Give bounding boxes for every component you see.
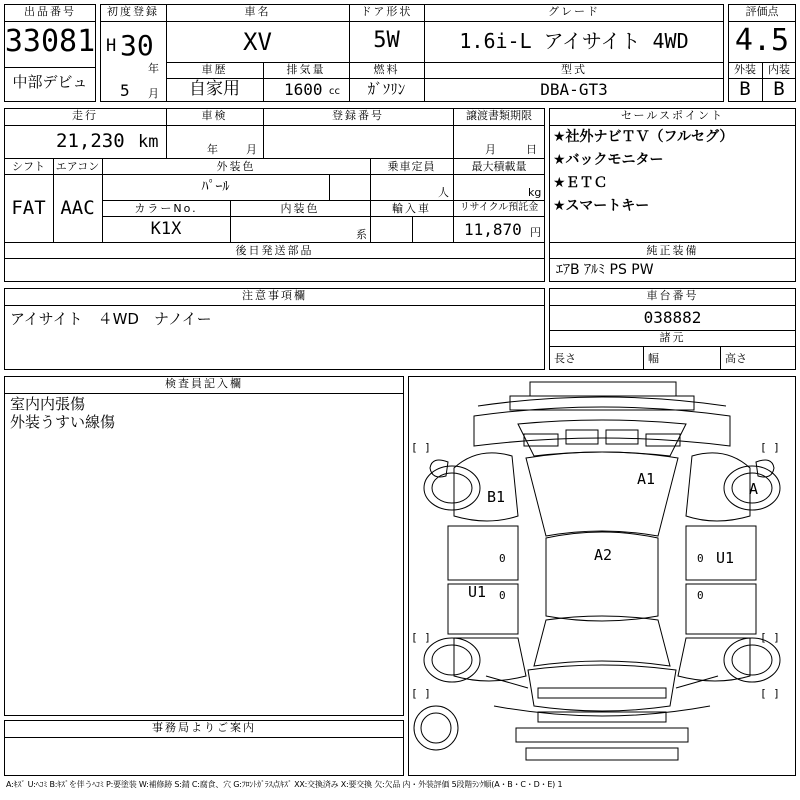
- chassis-number: 038882: [643, 308, 702, 327]
- capacity-unit: 人: [438, 186, 449, 199]
- displacement-unit: cc: [329, 86, 340, 97]
- recycle-label: リサイクル預託金: [459, 202, 539, 213]
- sales-point-item: ★バックモニター: [553, 152, 664, 168]
- reg-era: H: [106, 36, 117, 56]
- mileage-label: 走行: [72, 109, 98, 122]
- plate-label: 登録番号: [332, 109, 384, 122]
- recycle-value: 11,870: [464, 220, 522, 239]
- inspection-label: 車検: [201, 109, 228, 122]
- mileage-value: 21,230: [56, 130, 125, 152]
- fuel-label: 燃料: [373, 63, 400, 76]
- model-value: DBA-GT3: [540, 80, 608, 99]
- shift-label: シフト: [12, 160, 45, 173]
- recycle-unit: 円: [530, 226, 541, 239]
- damage-mark: A1: [637, 470, 656, 488]
- lot-number: 33081: [4, 24, 96, 59]
- damage-legend: A:ｷｽﾞ U:ﾍｺﾐ B:ｷｽﾞを伴うﾍｺﾐ P:要塗装 W:補修跡 S:錆 C:腐食、穴 G:ﾌﾛﾝﾄｶﾞﾗｽ点ｷｽﾞ XX:交換済み X:要交換 欠:欠品 内・外装評価 5段階ﾗﾝｸ順(A・B・C・D・E) 1: [6, 780, 563, 789]
- exterior-color-value: ﾊﾟｰﾙ: [201, 179, 230, 195]
- damage-mark: A2: [594, 546, 613, 564]
- damage-mark: A: [749, 480, 759, 498]
- load-unit: kg: [528, 186, 542, 199]
- inspection-year-unit: 年: [207, 143, 218, 156]
- reg-year: 30: [120, 29, 154, 62]
- int-score-value: B: [773, 78, 785, 100]
- diagram-bracket: [ ]: [411, 687, 431, 700]
- dims-label: 諸元: [659, 331, 686, 344]
- lot-label: 出品番号: [24, 5, 76, 18]
- later-parts-label: 後日発送部品: [235, 244, 314, 257]
- fuel-value: ｶﾞｿﾘﾝ: [367, 80, 406, 98]
- int-score-label: 内装: [768, 63, 790, 76]
- interior-color-label: 内装色: [280, 202, 320, 215]
- diagram-bracket: [ ]: [760, 631, 780, 644]
- door-type: 5W: [373, 28, 400, 53]
- damage-mark: U1: [716, 549, 735, 567]
- interior-color-unit: 系: [356, 228, 367, 241]
- chassis-label: 車台番号: [646, 289, 699, 302]
- history-label: 車歴: [201, 63, 228, 76]
- grade-value: 1.6i-L アイサイト 4WD: [459, 29, 689, 53]
- car-name: XV: [243, 28, 272, 56]
- name-label: 車名: [244, 5, 271, 18]
- sales-point-item: ★スマートキー: [553, 198, 650, 214]
- grade-label: グレード: [548, 5, 600, 18]
- score-value: 4.5: [734, 23, 790, 58]
- history-value: 自家用: [189, 79, 240, 99]
- equipment-label: 純正装備: [646, 244, 699, 257]
- diagram-bracket: [ ]: [411, 441, 431, 454]
- venue-name: 中部デビュ: [12, 73, 88, 91]
- import-label: 輸入車: [392, 202, 431, 215]
- dims-height: 高さ: [725, 352, 747, 365]
- score-label: 評価点: [745, 5, 779, 18]
- inspector-note: 外装うすい線傷: [10, 413, 116, 431]
- diagram-bracket: [ ]: [760, 441, 780, 454]
- dims-width: 幅: [648, 352, 659, 365]
- part-zero: 0: [697, 552, 704, 565]
- displacement-value: 1600: [284, 80, 323, 99]
- transfer-label: 譲渡書類期限: [466, 109, 532, 122]
- sales-point-item: ★社外ナビＴＶ（フルセグ）: [553, 129, 734, 145]
- reg-label: 初度登録: [107, 5, 159, 18]
- load-label: 最大積載量: [471, 160, 527, 173]
- aircon-value: AAC: [60, 197, 95, 219]
- door-label: ドア形状: [360, 5, 413, 18]
- mileage-unit: km: [138, 132, 159, 152]
- sales-points-label: セールスポイント: [620, 109, 724, 122]
- model-label: 型式: [561, 63, 587, 76]
- part-zero: 0: [499, 589, 506, 602]
- ext-score-value: B: [739, 78, 751, 100]
- inspection-month-unit: 月: [246, 143, 257, 156]
- capacity-label: 乗車定員: [387, 160, 436, 173]
- diagram-bracket: [ ]: [760, 687, 780, 700]
- equipment-value: ｴｱB ｱﾙﾐ PS PW: [556, 262, 654, 278]
- transfer-day-unit: 日: [526, 143, 537, 156]
- damage-mark: B1: [487, 488, 506, 506]
- notes-value: アイサイト ４WD ナノイー: [10, 310, 212, 328]
- part-zero: 0: [499, 552, 506, 565]
- ext-score-label: 外装: [734, 63, 756, 76]
- inspector-label: 検査員記入欄: [165, 377, 243, 390]
- car-outline-diagram: [408, 376, 796, 776]
- damage-mark: U1: [468, 583, 487, 601]
- reg-month: 5: [120, 81, 130, 100]
- transfer-month-unit: 月: [485, 143, 496, 156]
- shift-value: FAT: [11, 197, 46, 219]
- reg-month-unit: 月: [148, 87, 159, 100]
- diagram-bracket: [ ]: [411, 631, 431, 644]
- notes-label: 注意事項欄: [242, 289, 307, 302]
- part-zero: 0: [697, 589, 704, 602]
- sales-point-item: ★ＥＴＣ: [553, 175, 608, 191]
- office-label: 事務局よりご案内: [152, 721, 256, 734]
- exterior-color-label: 外装色: [216, 160, 256, 173]
- aircon-label: エアコン: [55, 160, 100, 173]
- reg-year-unit: 年: [148, 62, 159, 75]
- inspector-note: 室内内張傷: [10, 395, 86, 413]
- displacement-label: 排気量: [286, 63, 326, 76]
- dims-length: 長さ: [554, 352, 576, 365]
- color-no-label: カラーNo.: [134, 202, 198, 215]
- color-no-value: K1X: [150, 219, 182, 239]
